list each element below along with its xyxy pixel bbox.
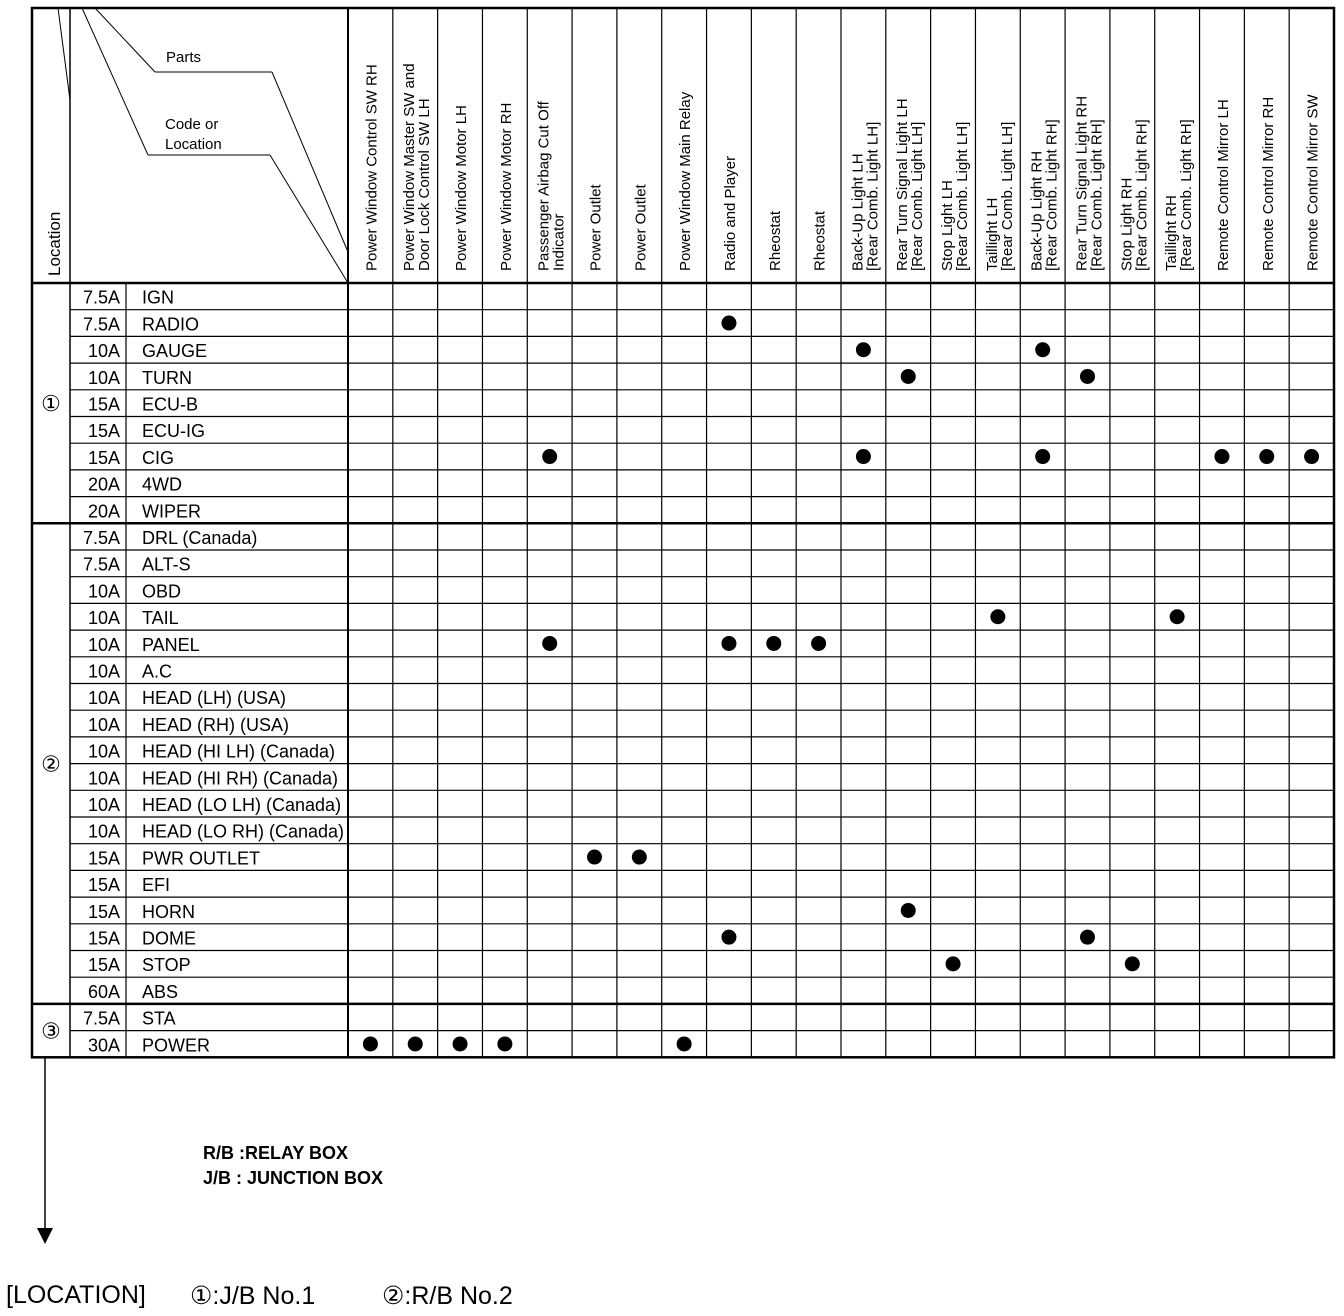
connection-dot	[1080, 369, 1095, 384]
column-header-label: [Rear Comb. Light LH]	[954, 121, 972, 271]
fuse-amperage: 15A	[87, 447, 120, 468]
fuse-code: POWER	[142, 1035, 211, 1056]
connection-dot	[677, 1036, 692, 1051]
fuse-amperage: 15A	[87, 875, 120, 896]
fuse-amperage: 10A	[87, 581, 120, 602]
connection-dot	[721, 316, 736, 331]
fuse-code: HEAD (HI LH) (Canada)	[142, 741, 336, 762]
fuse-amperage: 10A	[87, 661, 120, 682]
fuse-code: IGN	[142, 287, 175, 308]
fuse-code: ECU-B	[142, 394, 199, 415]
fuse-amperage: 60A	[87, 981, 120, 1002]
fuse-amperage: 10A	[87, 741, 120, 762]
column-header-label: Door Lock Control SW LH	[416, 98, 434, 271]
fuse-code: HEAD (HI RH) (Canada)	[142, 768, 339, 789]
fuse-code: HEAD (LO RH) (Canada)	[142, 821, 345, 842]
code-label: Location	[165, 136, 222, 153]
connection-dot	[811, 636, 826, 651]
fuse-code: HEAD (LO LH) (Canada)	[142, 795, 342, 815]
connection-dot	[542, 636, 557, 651]
connection-dot	[1259, 449, 1274, 464]
connection-dot	[901, 903, 916, 918]
connection-dot	[408, 1036, 423, 1051]
fuse-amperage: 7.5A	[82, 1008, 120, 1029]
fuse-amperage: 15A	[87, 928, 120, 949]
connection-dot	[497, 1036, 512, 1051]
column-header-label: Rheostat	[766, 210, 784, 271]
connection-dot	[542, 449, 557, 464]
footer-item-2: ②:R/B No.2	[382, 1282, 513, 1310]
fuse-amperage: 15A	[87, 955, 120, 976]
fuse-amperage: 10A	[87, 634, 120, 655]
column-header-label: [Rear Comb. Light RH]	[1088, 119, 1106, 271]
location-arrow	[30, 1058, 60, 1248]
connection-dot	[721, 636, 736, 651]
diagonal-line	[270, 155, 348, 283]
legend-junction-box: J/B : JUNCTION BOX	[203, 1168, 384, 1188]
fuse-amperage: 10A	[87, 688, 120, 709]
column-header-label: Back-Up Light LH	[849, 153, 867, 271]
parts-label: Parts	[166, 49, 202, 66]
diagonal-line	[58, 8, 70, 100]
column-header-label: Passenger Airbag Cut Off	[535, 101, 553, 271]
fuse-code: ALT-S	[142, 554, 191, 575]
column-header-label: [Rear Comb. Light LH]	[864, 121, 882, 271]
column-header-label: [Rear Comb. Light RH]	[1043, 119, 1061, 271]
fuse-amperage: 7.5A	[82, 314, 120, 335]
fuse-amperage: 7.5A	[82, 528, 120, 548]
fuse-amperage: 15A	[87, 848, 120, 869]
column-header-label: [Rear Comb. Light RH]	[1133, 119, 1151, 271]
column-header-label: Power Outlet	[587, 184, 605, 271]
column-header-label: Stop Light RH	[1118, 177, 1136, 271]
connection-dot	[856, 449, 871, 464]
fuse-code: PANEL	[142, 634, 200, 655]
row-labels	[41, 288, 344, 1056]
fuse-code: HEAD (LH) (USA)	[142, 688, 287, 709]
fuse-code: HEAD (RH) (USA)	[142, 714, 289, 735]
fuse-code: 4WD	[142, 474, 182, 495]
connection-dot	[453, 1036, 468, 1051]
column-header-label: Rheostat	[811, 210, 829, 271]
connection-dot	[766, 636, 781, 651]
footer-item-1: ①:J/B No.1	[190, 1282, 316, 1310]
connection-dot	[1214, 449, 1229, 464]
column-header-label: Remote Control Mirror SW	[1304, 94, 1322, 271]
connection-dot	[1170, 609, 1185, 624]
fuse-amperage: 15A	[87, 421, 120, 442]
column-header-label: Back-Up Light RH	[1028, 150, 1046, 271]
fuse-code: ECU-IG	[142, 421, 205, 442]
fuse-code: OBD	[142, 581, 182, 602]
column-header-label: Indicator	[550, 213, 568, 271]
connection-dot	[856, 342, 871, 357]
fuse-code: RADIO	[142, 314, 200, 335]
column-header-label: [Rear Comb. Light RH]	[1178, 119, 1196, 271]
fuse-code: DRL (Canada)	[142, 528, 258, 548]
column-header-label: Power Outlet	[632, 184, 650, 271]
fuse-amperage: 10A	[87, 608, 120, 629]
fuse-code: EFI	[142, 875, 171, 896]
column-header-label: Taillight RH	[1163, 195, 1181, 271]
fuse-amperage: 7.5A	[82, 554, 120, 575]
connection-dot	[1080, 930, 1095, 945]
connection-dot	[363, 1036, 378, 1051]
diagonal-line	[95, 8, 155, 72]
fuse-amperage: 20A	[87, 474, 120, 495]
connection-dot	[721, 930, 736, 945]
fuse-code: HORN	[142, 901, 195, 922]
column-header-label: Remote Control Mirror LH	[1214, 99, 1232, 271]
fuse-amperage: 10A	[87, 341, 120, 362]
fuse-code: PWR OUTLET	[142, 848, 261, 869]
fuse-amperage: 20A	[87, 501, 120, 522]
fuse-code: ABS	[142, 981, 179, 1002]
fuse-amperage: 30A	[87, 1035, 120, 1056]
column-header-label: [Rear Comb. Light LH]	[998, 121, 1016, 271]
column-header-label: Power Window Control SW RH	[363, 64, 381, 271]
connection-dot	[587, 850, 602, 865]
fuse-code: STA	[142, 1008, 176, 1029]
legend-relay-box: R/B :RELAY BOX	[203, 1143, 349, 1163]
column-header-label: Remote Control Mirror RH	[1259, 96, 1277, 271]
connection-dot	[1035, 449, 1050, 464]
fuse-code: DOME	[142, 928, 196, 949]
fuse-amperage: 10A	[87, 768, 120, 789]
fuse-amperage: 7.5A	[82, 287, 120, 308]
fuse-amperage: 10A	[87, 714, 120, 735]
header-diagonal-area	[45, 8, 348, 283]
fuse-amperage: 15A	[87, 394, 120, 415]
connection-dot	[1125, 956, 1140, 971]
location-number: ②	[41, 751, 61, 777]
connection-dot	[1035, 342, 1050, 357]
connection-dot	[1304, 449, 1319, 464]
fuse-code: STOP	[142, 955, 191, 976]
column-header-label: Rear Turn Signal Light RH	[1073, 95, 1091, 271]
connection-dot	[632, 850, 647, 865]
fuse-code: GAUGE	[142, 341, 208, 362]
column-header-label: Radio and Player	[721, 155, 739, 271]
column-header-label: Stop Light LH	[939, 180, 957, 271]
column-header-label: Rear Turn Signal Light LH	[894, 98, 912, 271]
diagonal-line	[272, 72, 348, 252]
fuse-amperage: 10A	[87, 367, 120, 388]
connection-dot	[946, 956, 961, 971]
connection-dot	[901, 369, 916, 384]
footer-location-label: [LOCATION]	[6, 1281, 146, 1309]
fuse-amperage: 10A	[87, 795, 120, 815]
column-header-label: [Rear Comb. Light LH]	[909, 121, 927, 271]
fuse-code: TURN	[142, 367, 192, 388]
column-header-label: Power Window Motor RH	[497, 102, 515, 271]
fuse-amperage: 15A	[87, 901, 120, 922]
location-number: ①	[41, 391, 61, 417]
fuse-amperage: 10A	[87, 821, 120, 842]
column-header-label: Power Window Main Relay	[677, 91, 695, 271]
location-number: ③	[41, 1018, 61, 1044]
column-header-label: Power Window Motor LH	[453, 105, 471, 271]
location-header-label: Location	[45, 211, 64, 276]
fuse-code: A.C	[142, 661, 173, 682]
code-label: Code or	[165, 116, 219, 133]
connection-dot	[990, 609, 1005, 624]
column-header-label: Power Window Master SW and	[401, 63, 419, 271]
column-headers	[363, 63, 1321, 271]
fuse-code: CIG	[142, 447, 175, 468]
column-header-label: Taillight LH	[983, 197, 1001, 271]
fuse-code: TAIL	[142, 608, 179, 629]
fuse-code: WIPER	[142, 501, 202, 522]
